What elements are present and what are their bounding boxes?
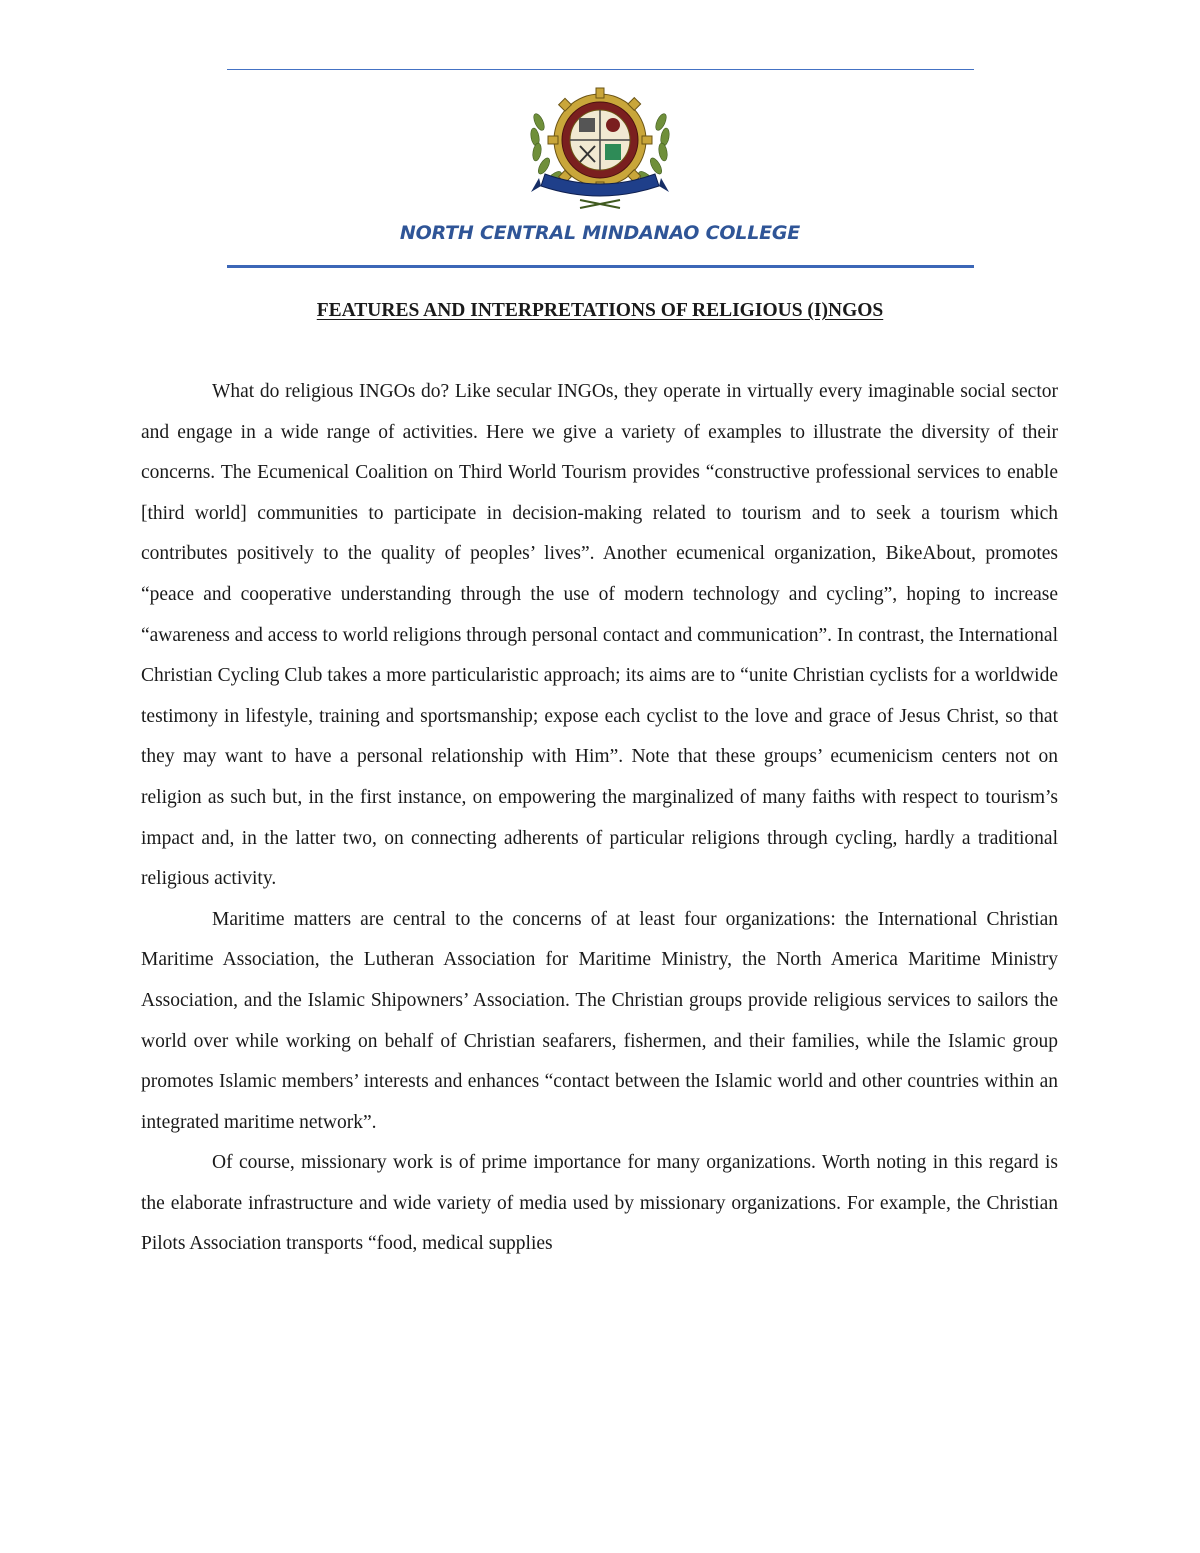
document-title: FEATURES AND INTERPRETATIONS OF RELIGIOUS (I)NGOS xyxy=(316,300,884,321)
college-name: NORTH CENTRAL MINDANAO COLLEGE xyxy=(399,222,801,244)
document-body xyxy=(141,372,1058,1265)
paragraph: Of course, missionary work is of prime importance for many organizations. Worth noting in this regard is the elaborate infrastructure and wide variety of media used by missionary organizations. For example, the Christian Pilots Association transports “food, medical supplies xyxy=(141,1152,1058,1255)
header-bottom-rule xyxy=(227,265,974,268)
paragraph: Maritime matters are central to the concerns of at least four organizations: the International Christian Maritime Association, the Lutheran Association for Maritime Ministry, the North America Maritime Ministry Association, and the Islamic Shipowners’ Association. The Christian groups provide religious services to sailors the world over while working on behalf of Christian seafarers, fishermen, and their families, while the Islamic group promotes Islamic members’ interests and enhances “contact between the Islamic world and other countries within an integrated maritime network”. xyxy=(141,908,1058,1133)
paragraph: What do religious INGOs do? Like secular INGOs, they operate in virtually every imaginable social sector and engage in a wide range of activities. Here we give a variety of examples to illustrate the diversity of their concerns. The Ecumenical Coalition on Third World Tourism provides “constructive professional services to enable [third world] communities to participate in decision-making related to tourism and to seek a tourism which contributes positively to the quality of peoples’ lives”. Another ecumenical organization, BikeAbout, promotes “peace and cooperative understanding through the use of modern technology and cycling”, hoping to increase “awareness and access to world religions through personal contact and communication”. In contrast, the International Christian Cycling Club takes a more particularistic approach; its aims are to “unite Christian cyclists for a worldwide testimony in lifestyle, training and sportsmanship; expose each cyclist to the love and grace of Jesus Christ, so that they may want to have a personal relationship with Him”. Note that these groups’ ecumenicism centers not on religion as such but, in the first instance, on empowering the marginalized of many faiths with respect to tourism’s impact and, in the latter two, on connecting adherents of particular religions through cycling, hardly a traditional religious activity. xyxy=(141,381,1058,890)
header-top-rule xyxy=(227,69,974,70)
college-seal-icon xyxy=(525,82,675,212)
